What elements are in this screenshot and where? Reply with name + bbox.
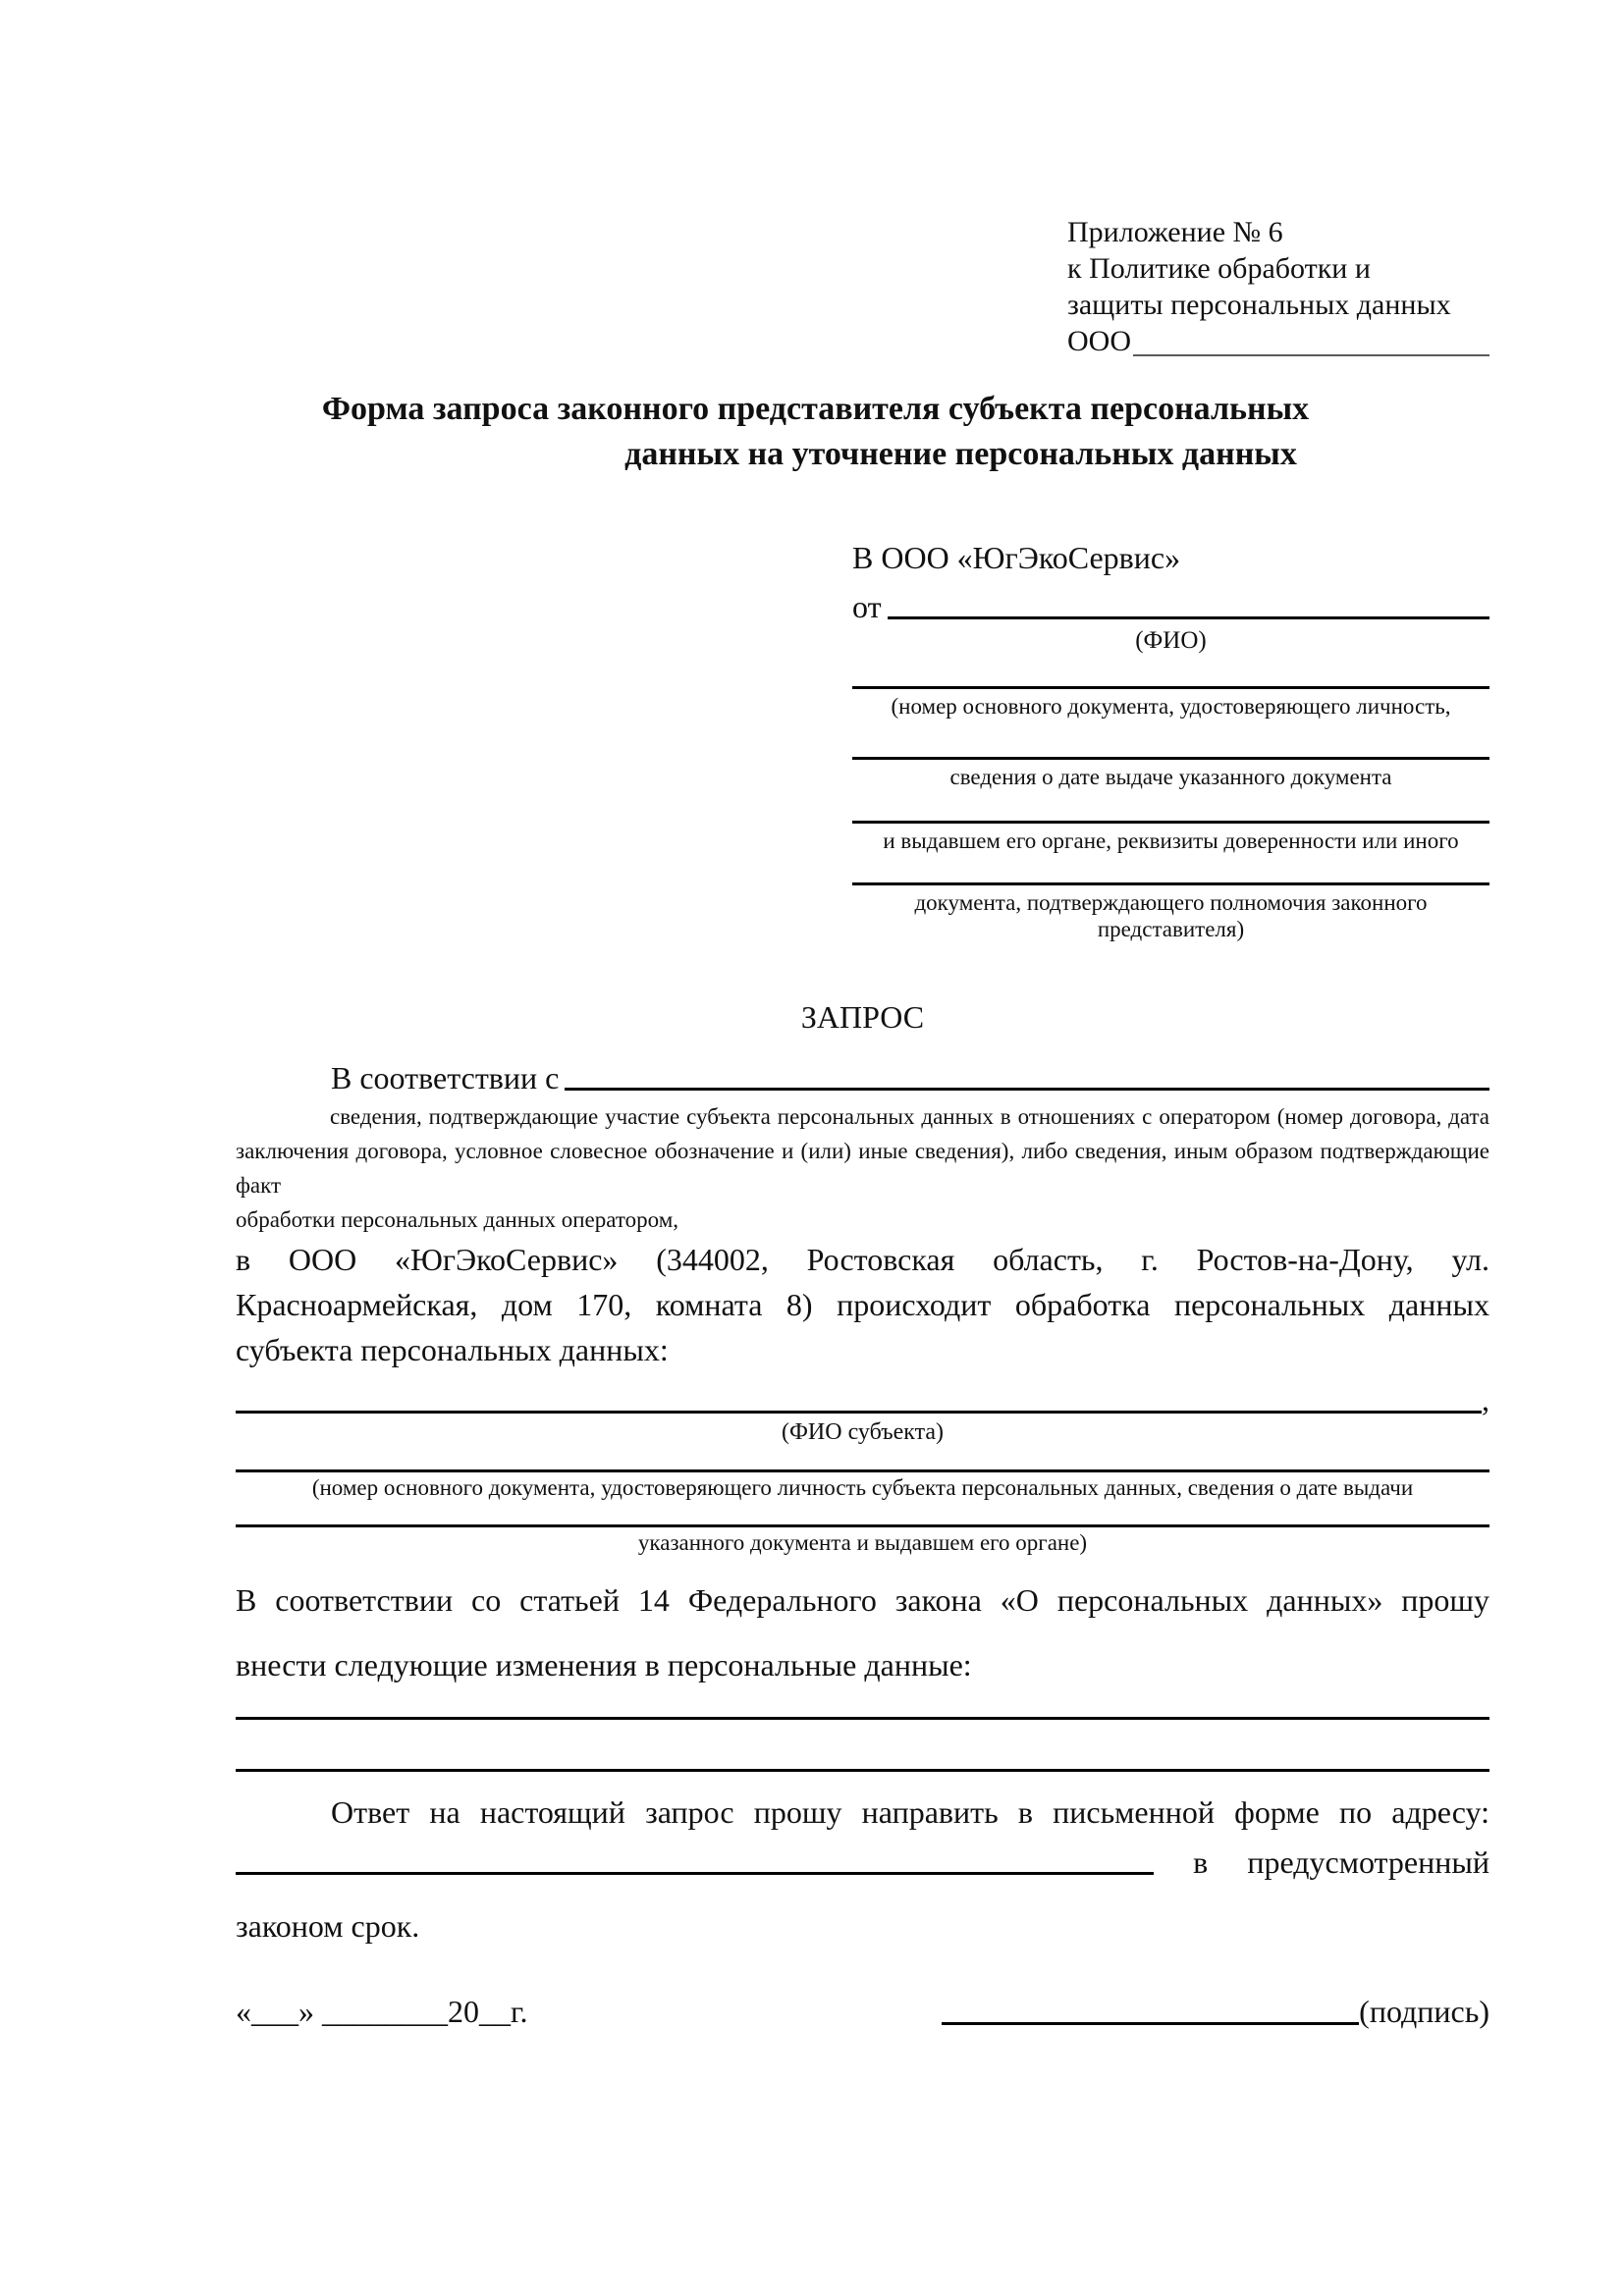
request-heading: ЗАПРОС xyxy=(800,999,925,1035)
caption-subject-document-2: указанного документа и выдавшем его органе) xyxy=(637,1530,1088,1555)
page-title-line-1: Форма запроса законного представителя субъекта персональных xyxy=(321,391,1310,427)
issue-date-blank-line xyxy=(852,757,1489,760)
note-line-1: сведения, подтверждающие участие субъекта персональных данных в отношениях с оператором (номер договора, дата xyxy=(330,1104,1489,1129)
operator-line-3: субъекта персональных данных: xyxy=(236,1332,669,1367)
from-row xyxy=(852,589,1489,624)
caption-subject-fio: (ФИО субъекта) xyxy=(781,1419,945,1445)
subject-document-blank-line-2 xyxy=(236,1524,1489,1527)
signature-blank-line xyxy=(942,2022,1359,2025)
according-blank-line xyxy=(565,1060,1489,1091)
page-title xyxy=(236,387,1489,477)
addressee-organization: В ООО «ЮгЭкоСервис» xyxy=(852,540,1181,575)
according-row xyxy=(236,1060,1489,1095)
date-field: «___» ________20__г. xyxy=(236,1994,528,2029)
document-content xyxy=(236,0,1489,2031)
appendix-line-1: Приложение № 6 xyxy=(1067,216,1283,248)
note-paragraph xyxy=(236,1099,1489,1237)
note-line-3: обработки персональных данных оператором, xyxy=(236,1207,678,1232)
appendix-org-prefix: ООО xyxy=(1067,325,1131,357)
caption-subject-document-1: (номер основного документа, удостоверяющего личность субъекта персональных данных, сведения о дате выдачи xyxy=(311,1475,1414,1500)
caption-authority-document: документа, подтверждающего полномочия законного представителя) xyxy=(914,890,1428,941)
reply-word-v: в xyxy=(1193,1844,1209,1880)
operator-line-2: Красноармейская, дом 170, комната 8) происходит обработка персональных данных xyxy=(236,1287,1489,1322)
appendix-line-2: к Политике обработки и xyxy=(1067,252,1371,285)
org-name-blank-line xyxy=(1133,354,1489,356)
issuing-authority-blank-line xyxy=(852,821,1489,824)
appendix-header xyxy=(1067,214,1489,359)
subject-document-blank-line xyxy=(236,1469,1489,1472)
operator-paragraph xyxy=(236,1237,1489,1372)
from-blank-line xyxy=(888,589,1489,619)
addressee-block xyxy=(852,540,1489,942)
caption-signature: (подпись) xyxy=(1359,1994,1489,2029)
law-line-2: внести следующие изменения в персональные данные: xyxy=(236,1647,972,1682)
according-prefix: В соответствии с xyxy=(331,1060,560,1095)
from-label: от xyxy=(852,589,882,624)
law-line-1: В соответствии со статьей 14 Федерального закона «О персональных данных» прошу xyxy=(236,1582,1489,1618)
subject-fio-row xyxy=(236,1382,1489,1417)
page-title-line-2: данных на уточнение персональных данных xyxy=(624,436,1297,472)
reply-tail: законом срок. xyxy=(236,1908,420,1944)
appendix-line-3: защиты персональных данных xyxy=(1067,289,1451,321)
reply-paragraph: Ответ на настоящий запрос прошу направить в письменной форме по адресу: xyxy=(331,1794,1489,1830)
changes-blank-line-2 xyxy=(236,1769,1489,1772)
caption-issue-date: сведения о дате выдаче указанного документа xyxy=(949,765,1392,789)
subject-fio-comma: , xyxy=(1482,1382,1489,1417)
note-line-2: заключения договора, условное словесное обозначение и (или) иные сведения), либо сведения, иным образом подтверждающие факт xyxy=(236,1139,1489,1198)
reply-word-predusmotrenny: предусмотренный xyxy=(1247,1844,1489,1880)
authority-document-blank-line xyxy=(852,882,1489,885)
caption-document-number: (номер основного документа, удостоверяющего личность, xyxy=(891,694,1451,719)
signature-row xyxy=(236,1992,1489,2031)
operator-line-1: в ООО «ЮгЭкоСервис» (344002, Ростовская область, г. Ростов-на-Дону, ул. xyxy=(236,1242,1489,1277)
document-number-blank-line xyxy=(852,686,1489,689)
subject-fio-blank-line xyxy=(236,1411,1482,1414)
signature-group xyxy=(942,1992,1489,2031)
caption-fio: (ФИО) xyxy=(1135,627,1207,654)
reply-address-row xyxy=(236,1844,1489,1880)
law-paragraph xyxy=(236,1568,1489,1697)
appendix-org-row xyxy=(1067,323,1489,359)
reply-address-blank-line xyxy=(236,1872,1154,1875)
changes-blank-line-1 xyxy=(236,1717,1489,1720)
caption-issuing-authority: и выдавшем его органе, реквизиты доверенности или иного xyxy=(883,828,1459,853)
